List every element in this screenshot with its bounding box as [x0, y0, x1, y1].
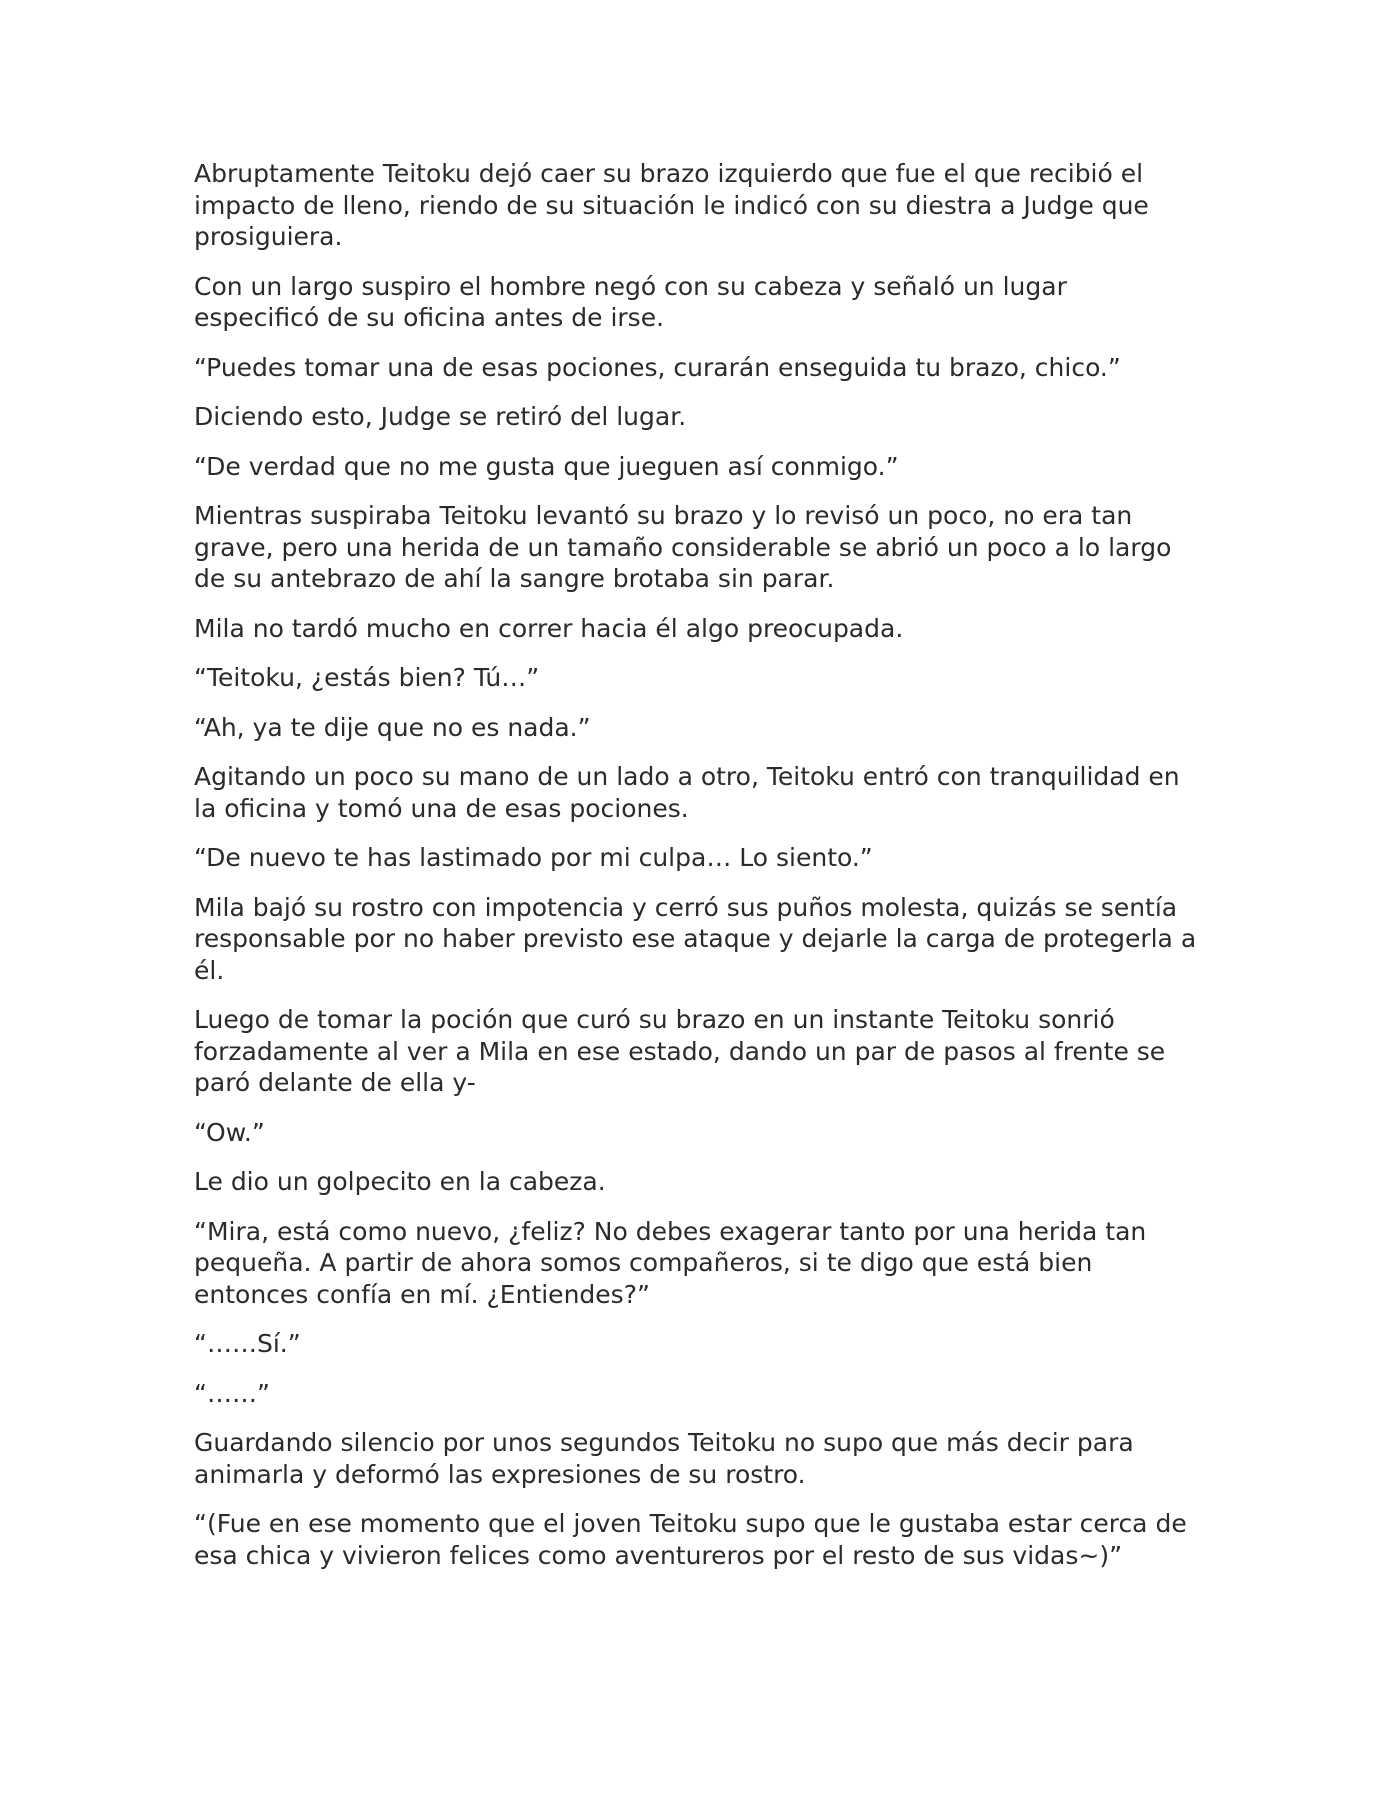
paragraph-6: Mientras suspiraba Teitoku levantó su brazo y lo revisó un poco, no era tan grave, pero una herida de un tamaño considerable se abrió un poco a lo largo de su antebrazo de ahí la sangre brotaba sin parar.: [194, 501, 1172, 593]
paragraph-7: Mila no tardó mucho en correr hacia él algo preocupada.: [194, 613, 904, 643]
paragraph-14: “Ow.”: [194, 1117, 265, 1147]
paragraph-16: “Mira, está como nuevo, ¿feliz? No debes exagerar tanto por una herida tan pequeña. A partir de ahora somos compañeros, si te digo que está bien entonces confía en mí. ¿Entiendes?”: [194, 1216, 1147, 1309]
paragraph-13: Luego de tomar la poción que curó su brazo en un instante Teitoku sonrió forzadamente al ver a Mila en ese estado, dando un par de pasos al frente se paró delante de ella y-: [194, 1005, 1166, 1097]
paragraph-1: Abruptamente Teitoku dejó caer su brazo izquierdo que fue el que recibió el impacto de lleno, riendo de su situación le indicó con su diestra a Judge que prosiguiera.: [194, 159, 1149, 251]
paragraph-2: Con un largo suspiro el hombre negó con su cabeza y señaló un lugar especificó de su oficina antes de irse.: [194, 271, 1067, 332]
paragraph-15: Le dio un golpecito en la cabeza.: [194, 1167, 606, 1196]
paragraph-8: “Teitoku, ¿estás bien? Tú…”: [194, 663, 540, 692]
paragraph-9: “Ah, ya te dije que no es nada.”: [194, 712, 591, 742]
paragraph-3: “Puedes tomar una de esas pociones, curarán enseguida tu brazo, chico.”: [194, 352, 1121, 382]
paragraph-5: “De verdad que no me gusta que jueguen así conmigo.”: [194, 451, 899, 481]
paragraph-18: “……”: [194, 1378, 270, 1408]
paragraph-11: “De nuevo te has lastimado por mi culpa… Lo siento.”: [194, 843, 873, 872]
paragraph-12: Mila bajó su rostro con impotencia y cerró sus puños molesta, quizás se sentía responsable por no haber previsto ese ataque y dejarle la carga de protegerla a él.: [194, 892, 1197, 985]
paragraph-20: “(Fue en ese momento que el joven Teitoku supo que le gustaba estar cerca de esa chica y vivieron felices como aventureros por el resto de sus vidas~)”: [194, 1509, 1187, 1570]
paragraph-4: Diciendo esto, Judge se retiró del lugar.: [194, 402, 687, 431]
paragraph-17: “……Sí.”: [194, 1329, 301, 1358]
document-body: [194, 158, 1214, 1589]
paragraph-10: Agitando un poco su mano de un lado a otro, Teitoku entró con tranquilidad en la oficina y tomó una de esas pociones.: [194, 762, 1180, 823]
paragraph-19: Guardando silencio por unos segundos Teitoku no supo que más decir para animarla y deformó las expresiones de su rostro.: [194, 1428, 1134, 1489]
